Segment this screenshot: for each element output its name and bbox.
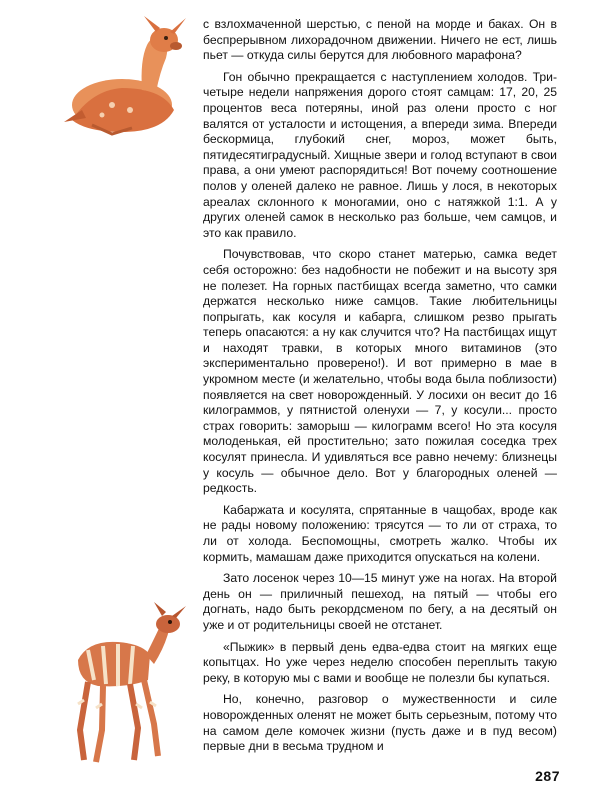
page-number: 287 [535,768,560,784]
paragraph: «Пыжик» в первый день едва-едва стоит на мягких еще копытцах. Но уже через неделю способен переплыть такую реку, в которую мы с вами и вообще не полезли бы купаться. [203,639,557,685]
resting-fawn-illustration [52,10,202,142]
paragraph: Почувствовав, что скоро станет матерью, самка ведет себя осторожно: без надобности не побежит и на высоту зря не полезет. На горных пастбищах всегда заметно, что самки держатся несколько ниже самцов. Такие любительницы попрыгать, как косуля и кабарга, слишком резво прыгать теперь опасаются: а ну как случится что? На пастбищах ищут и находят травки, в которых много витаминов (это экспериментально проверено!). И вот примерно в мае в укромном месте (и желательно, чтобы вода была поблизости) появляется на свет новорожденный. У лосихи он весит до 16 килограммов, у пятнистой оленухи — 7, у косули... просто страх говорить: заморыш — килограмм всего! Но эта косуля молоденькая, ей простительно; зато пожилая соседка трех косулят принесла. И удивляться все равно нечему: близнецы у косуль — обычное дело. Вот у благородных оленей — редкость. [203,247,557,496]
paragraph: с взлохмаченной шерстью, с пеной на морде и баках. Он в беспрерывном лихорадочном движении. Ничего не ест, лишь пьет — откуда силы берутся для любовного марафона? [203,17,557,63]
paragraph: Зато лосенок через 10—15 минут уже на ногах. На второй день он — приличный пешеход, на пятый — чтобы его догнать, надо быть рекордсменом по бегу, а на десятый он уже и от родительницы своей не отстанет. [203,571,557,632]
article-text [203,17,557,761]
paragraph: Кабаржата и косулята, спрятанные в чащобах, вроде как не рады новому положению: трясутся — то ли от страха, то ли от холода. Беспомощны, смотреть жалко. Чтобы их кормить, мамашам даже приходится опускаться на колени. [203,502,557,564]
paragraph: Но, конечно, разговор о мужественности и силе новорожденных оленят не может быть серьезным, потому что на самом деле комочек жизни (пусть даже и в пуд весом) первые дни в весьма трудном и [203,692,557,754]
striped-fawn-illustration [58,600,198,770]
paragraph: Гон обычно прекращается с наступлением холодов. Три-четыре недели напряжения дорого стоят самцам: 17, 20, 25 процентов веса потеряны, иной раз олени просто с ног валятся от усталости и истощения, а впереди зима. Впереди бескормица, глубокий снег, мороз, может быть, пятидесятиградусный. Хищные звери и голод вступают в свои права, а они умеют распорядиться! Вот почему соотношение полов у оленей далеко не равное. Лишь у лося, в некоторых ареалах склонного к моногамии, оно с натяжкой 1:1. А у других оленей самок в несколько раз больше, чем самцов, и это как правило. [203,69,557,240]
